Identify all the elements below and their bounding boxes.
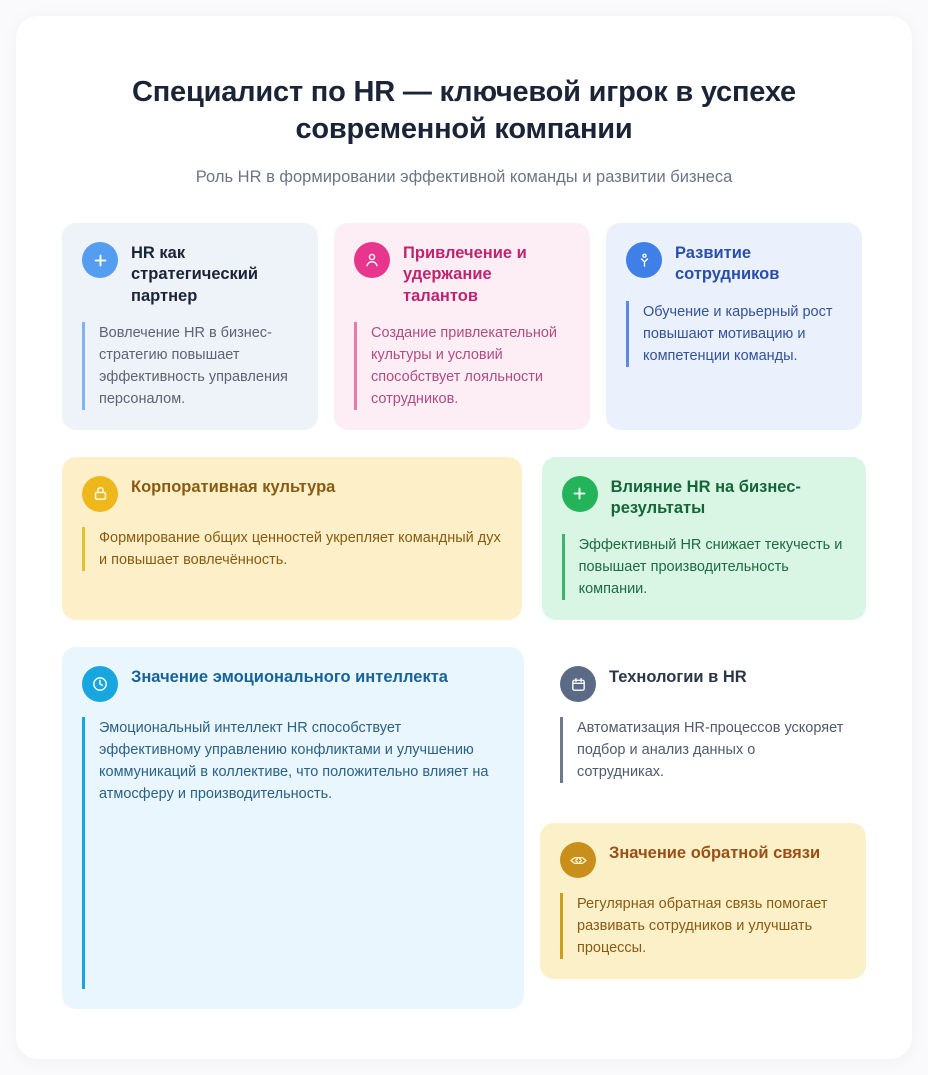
card-header (82, 665, 504, 702)
card-corporate-culture[interactable] (62, 457, 522, 620)
card-title: Влияние HR на бизнес-результаты (610, 477, 801, 517)
card-emotional-intelligence[interactable] (62, 647, 524, 1009)
card-header (562, 475, 846, 519)
feedback-diamond-icon (560, 842, 596, 878)
card-title: Значение обратной связи (609, 844, 821, 863)
clock-icon (82, 666, 118, 702)
card-body: Эффективный HR снижает текучесть и повышает производительность компании. (562, 534, 846, 600)
card-header (82, 241, 298, 306)
card-title: Развитие сотрудников (675, 244, 780, 284)
card-body: Регулярная обратная связь помогает развивать сотрудников и улучшать процессы. (560, 893, 846, 959)
card-header (560, 665, 846, 702)
card-body: Вовлечение HR в бизнес-стратегию повышает эффективность управления персоналом. (82, 322, 298, 410)
infographic-page (16, 16, 912, 1059)
page-subtitle: Роль HR в формировании эффективной команды и развитии бизнеса (195, 168, 733, 187)
user-icon (354, 242, 390, 278)
card-title: Технологии в HR (609, 668, 747, 687)
card-title: HR как стратегический партнер (131, 244, 259, 305)
card-body: Автоматизация HR-процессов ускоряет подбор и анализ данных о сотрудниках. (560, 717, 846, 783)
card-body: Обучение и карьерный рост повышают мотивацию и компетенции команды. (626, 301, 842, 367)
card-body: Эмоциональный интеллект HR способствует эффективному управлению конфликтами и улучшению коммуникаций в коллективе, что положительно влияет на атмосферу и производительность. (82, 717, 504, 989)
card-employee-development[interactable] (606, 223, 862, 429)
card-row-3 (62, 647, 866, 1009)
card-row-1 (62, 223, 866, 429)
card-hr-strategic-partner[interactable] (62, 223, 318, 429)
page-title: Специалист по HR — ключевой игрок в успехе современной компании (132, 76, 796, 146)
plus-icon (82, 242, 118, 278)
header (16, 16, 912, 189)
card-row-2 (62, 457, 866, 620)
card-grid (16, 223, 912, 1009)
card-body: Формирование общих ценностей укрепляет командный дух и повышает вовлечённость. (82, 527, 502, 571)
card-talent-attraction-retention[interactable] (334, 223, 590, 429)
lock-icon (82, 476, 118, 512)
card-column-right (540, 647, 866, 979)
card-body: Создание привлекательной культуры и условий способствует лояльности сотрудников. (354, 322, 570, 410)
card-title: Значение эмоционального интеллекта (131, 668, 448, 687)
card-feedback-importance[interactable] (540, 823, 866, 979)
card-hr-business-impact[interactable] (542, 457, 866, 620)
card-title: Привлечение и удержание талантов (403, 244, 527, 305)
plus-icon (562, 476, 598, 512)
card-header (82, 475, 502, 512)
card-header (354, 241, 570, 306)
person-growth-icon (626, 242, 662, 278)
card-header (560, 841, 846, 878)
calendar-icon (560, 666, 596, 702)
card-header (626, 241, 842, 285)
card-hr-technologies[interactable] (540, 647, 866, 803)
card-title: Корпоративная культура (131, 477, 336, 496)
